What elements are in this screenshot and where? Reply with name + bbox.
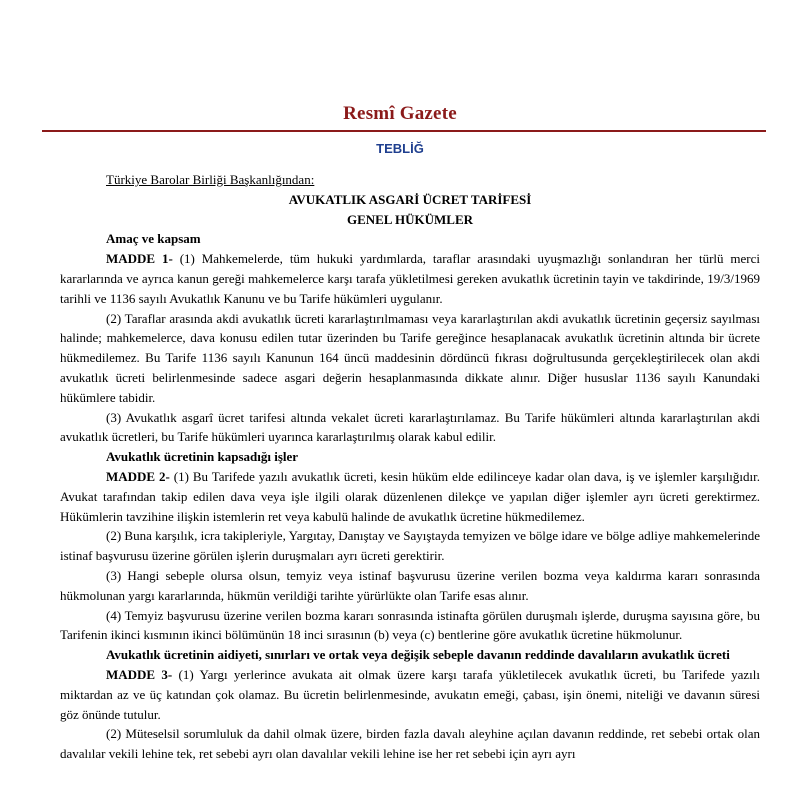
document-type: TEBLİĞ <box>376 141 424 156</box>
article-number: MADDE 1- <box>106 251 173 267</box>
paragraph <box>60 249 760 308</box>
paragraph-text: (2) Taraflar arasında akdi avukatlık ücreti kararlaştırılmaması veya kararlaştırılan akdi avukatlık ücretinin geçersiz sayılması halinde; mahkemelerce, dava konusu edilen tutar üzerinden bu Tarife gereğince hesaplanacak avukatlık ücretinin altında bir ücrete hükmedilemez. Bu Tarife 1136 sayılı Kanunun 164 üncü maddesinin dördüncü fıkrası doğrultusunda gerçekleştirilecek olan akdi avukatlık ücreti belirlenmesinde sadece asgari değerin hesaplanmasında dikkate alınır. Diğer hususlar 1136 sayılı Kanundaki hükümlere tabidir. <box>60 310 760 405</box>
paragraph-text: (1) Mahkemelerde, tüm hukuki yardımlarda, taraflar arasındaki uyuşmazlığı sonlandıran her türlü merci kararlarında ve ayrıca kanun gereği mahkemelerce karşı tarafa yükletilmesi gereken avukatlık ücretinin tayin ve takdirinde, 19/3/1969 tarihli ve 1136 sayılı Avukatlık Kanunu ve bu Tarife hükümleri uygulanır. <box>60 251 760 306</box>
paragraph-text: (3) Avukatlık asgarî ücret tarifesi altında vekalet ücreti kararlaştırılamaz. Bu Tarife hükümleri altında kararlaştırılan akdi avukatlık ücretleri, bu Tarife hükümleri uyarınca kararlaştırılmış olarak kabul edilir. <box>60 409 760 445</box>
article-number: MADDE 3- <box>106 666 173 682</box>
document-subtitle: GENEL HÜKÜMLER <box>346 211 474 227</box>
section-heading: Avukatlık ücretinin aidiyeti, sınırları ve ortak veya değişik sebeple davanın reddinde davalıların avukatlık ücreti <box>106 647 730 663</box>
paragraph-text: (1) Yargı yerlerince avukata ait olmak üzere karşı tarafa yükletilecek avukatlık ücreti, bu Tarifede yazılı miktardan az ve üç katından çok olamaz. Bu ücretin belirlenmesinde, avukatın emeği, çabası, işin önemi, niteliği ve davanın süresi göz önünde tutulur. <box>60 666 760 722</box>
masthead-title: Resmî Gazete <box>343 103 457 124</box>
paragraph-text: (4) Temyiz başvurusu üzerine verilen bozma kararı sonrasında istinafta görülen duruşmalı işlerde, duruşma sayısına göre, bu Tarifenin ikinci kısmının ikinci bölümünün 18 inci sırasının (b) veya (c) bentlerine göre avukatlık ücretine hükmolunur. <box>60 607 760 643</box>
paragraph-text: (1) Bu Tarifede yazılı avukatlık ücreti, kesin hüküm elde edilinceye kadar olan dava, iş ve işlemler karşılığıdır. Avukat tarafından takip edilen dava veya işle ilgili olarak düzenlenen dilekçe ve yapılan diğer işlemler ayrı ücreti gerektirmez. Hükümlerin tavzihine ilişkin istemlerin ret veya kabulü halinde de avukatlık ücretine hükmedilemez. <box>60 468 761 524</box>
masthead-rule <box>42 130 766 132</box>
section-heading: Avukatlık ücretinin kapsadığı işler <box>106 449 299 465</box>
paragraph-text: (2) Buna karşılık, icra takipleriyle, Yargıtay, Danıştay ve Sayıştayda temyizen ve bölge idare ve bölge adliye mahkemelerinde istinaf başvurusu üzerine görülen işlerin duruşmaları ayrı ücreti gerektirir. <box>60 528 760 564</box>
paragraph-text: (2) Müteselsil sorumluluk da dahil olmak üzere, birden fazla davalı aleyhine açılan davanın reddinde, ret sebebi ortak olan davalılar vekili lehine tek, ret sebebi ayrı olan davalılar vekili lehine ise her ret sebebi için ayrı ayrı <box>60 726 760 762</box>
document-title: AVUKATLIK ASGARİ ÜCRET TARİFESİ <box>288 191 532 207</box>
paragraph <box>60 724 760 764</box>
section-heading: Amaç ve kapsam <box>106 231 201 247</box>
document-body <box>60 170 760 764</box>
paragraph <box>60 309 760 408</box>
paragraph <box>60 526 760 566</box>
paragraph <box>60 665 760 724</box>
article-number: MADDE 2- <box>106 468 170 484</box>
paragraph-text: (3) Hangi sebeple olursa olsun, temyiz veya istinaf başvurusu üzerine verilen bozma veya kaldırma kararı sonrasında hükmolunan yargı kararlarında, hükmün verildiği tarihte yürürlükte olan Tarife esas alınır. <box>60 567 760 603</box>
paragraph <box>60 606 760 646</box>
paragraph <box>60 408 760 448</box>
issuer-line: Türkiye Barolar Birliği Başkanlığından: <box>106 172 315 187</box>
paragraph <box>60 467 760 526</box>
paragraph <box>60 566 760 606</box>
